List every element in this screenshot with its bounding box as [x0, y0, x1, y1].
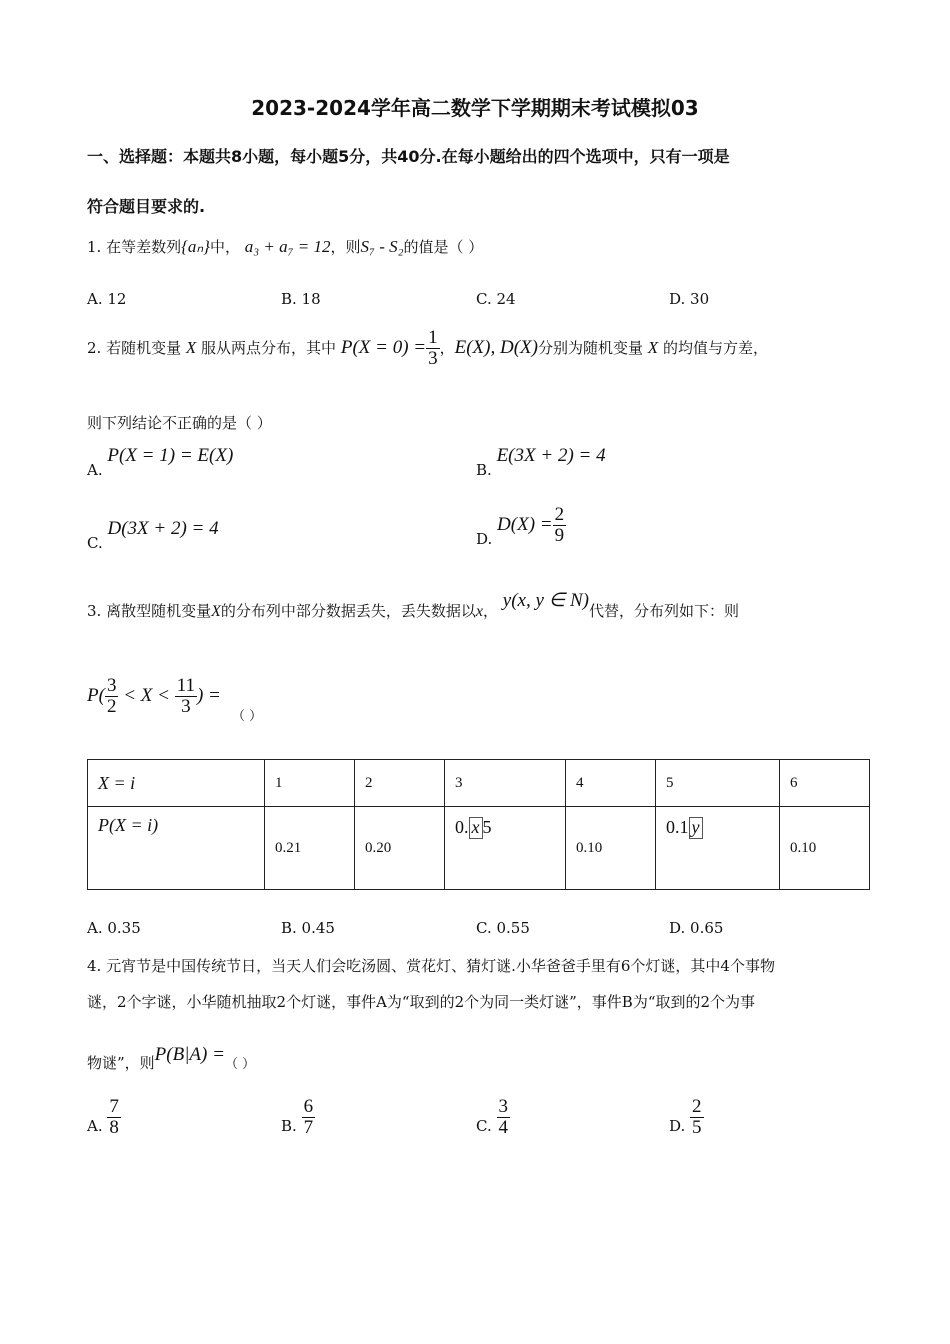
table-header-p: P(X = i): [88, 807, 265, 890]
q2-option-b-expr: E(3X + 2) = 4: [496, 445, 606, 466]
table-cell-missing-y: [656, 807, 780, 890]
q2-variable-x2: X: [647, 337, 659, 357]
q3-prob-right: ) =: [196, 684, 221, 706]
missing-x-box: x: [469, 817, 483, 839]
q3-prefix: 3. 离散型随机变量: [87, 602, 212, 620]
q2-option-a-expr: P(X = 1) = E(X): [107, 445, 234, 466]
q4-option-c: [476, 1097, 510, 1138]
q1-then: ，则: [330, 238, 361, 256]
q4-option-b-label: B.: [281, 1117, 297, 1136]
q3-suffix: 代替，分布列如下：则: [588, 602, 739, 620]
table-cell-missing-x: [445, 807, 566, 890]
q2-option-d: [476, 505, 566, 546]
q3-variable-x: X: [211, 603, 221, 620]
q2-condition: [340, 327, 440, 369]
table-cell: 0.10: [566, 807, 656, 890]
q4-probability: P(B|A) =: [154, 1044, 225, 1065]
table-cell: 6: [780, 760, 870, 807]
q2-variable-x: X: [185, 337, 197, 357]
table-row-x: [88, 760, 870, 807]
q3-option-b: B. 0.45: [281, 919, 335, 937]
q2-frac-den: 3: [428, 347, 438, 369]
q2-option-a: [87, 445, 234, 479]
q4-paren: （ ）: [224, 1057, 256, 1072]
q4-option-d-label: D.: [669, 1117, 686, 1136]
q3-paren: （ ）: [232, 709, 263, 724]
q1-option-a: A. 12: [87, 290, 127, 308]
q3-probability: [87, 676, 221, 717]
q1-option-b: B. 18: [281, 290, 321, 308]
q2-mid: 服从两点分布，其中: [201, 338, 337, 357]
q4-option-a: [87, 1097, 121, 1138]
q3-comma: ，: [483, 602, 499, 620]
q2-option-d-den: 9: [554, 524, 565, 546]
q1-mid: 中，: [209, 238, 240, 256]
table-header-x: X = i: [88, 760, 265, 807]
q3-x: x: [475, 603, 483, 620]
q3-prob-left: P(: [87, 684, 105, 706]
q3-mid: 的分布列中部分数据丢失，丢失数据以: [220, 602, 476, 620]
q4-option-b-den: 7: [303, 1116, 314, 1138]
distribution-table: [87, 759, 870, 890]
q3-inequality: < X <: [118, 684, 175, 706]
page-title: 2023-2024学年高二数学下学期期末考试模拟03: [251, 96, 699, 120]
q2-option-d-num: 2: [554, 504, 565, 525]
q2-option-c: [87, 518, 219, 552]
q4-option-c-den: 4: [498, 1116, 508, 1138]
q1-suffix: 的值是（ ）: [403, 238, 484, 256]
cell3-pre: 0.: [455, 817, 469, 837]
q2-option-d-left: D(X) =: [497, 513, 553, 535]
q3-y-expr: y(x, y ∈ N): [502, 590, 589, 611]
q4-option-c-num: 3: [498, 1096, 508, 1117]
table-cell: 1: [265, 760, 355, 807]
table-cell: 0.20: [355, 807, 445, 890]
q2-prefix: 2. 若随机变量: [87, 338, 182, 357]
q2-comma: ，: [439, 338, 455, 357]
q2-option-b: [476, 445, 606, 479]
table-cell: 0.21: [265, 807, 355, 890]
q2-line2: 则下列结论不正确的是（ ）: [87, 414, 272, 432]
table-cell: 3: [445, 760, 566, 807]
q2-option-d-expr: [497, 504, 566, 546]
table-cell: 0.10: [780, 807, 870, 890]
table-row-p: [88, 807, 870, 890]
q2-ed: E(X), D(X): [454, 336, 538, 358]
q4-option-d: [669, 1097, 704, 1138]
q4-option-b: [281, 1097, 315, 1138]
q1-sequence: {aₙ}: [181, 237, 210, 256]
table-cell: 4: [566, 760, 656, 807]
q4-option-d-num: 2: [692, 1096, 702, 1117]
q4-option-c-label: C.: [476, 1117, 492, 1136]
q1-condition: a₃ + a₇ = 12: [244, 237, 331, 256]
q2-option-c-label: C.: [87, 534, 103, 552]
q3-option-c: C. 0.55: [476, 919, 530, 937]
q3-option-a: A. 0.35: [87, 919, 141, 937]
q1-prefix: 1. 在等差数列: [87, 238, 182, 256]
table-cell: 2: [355, 760, 445, 807]
q2-after: 分别为随机变量: [537, 338, 643, 357]
table-cell: 5: [656, 760, 780, 807]
q1-option-c: C. 24: [476, 290, 516, 308]
q4-option-a-den: 8: [109, 1116, 119, 1138]
q2-option-a-label: A.: [87, 461, 103, 479]
q2-option-c-expr: D(3X + 2) = 4: [107, 518, 219, 539]
q2-option-b-label: B.: [476, 461, 492, 479]
q3-frac2-den: 3: [175, 696, 197, 717]
q2-option-d-label: D.: [476, 529, 493, 548]
question-3-stem: [87, 590, 739, 627]
q3-frac1-den: 2: [106, 695, 117, 717]
cell5-pre: 0.1: [666, 817, 689, 837]
q4-option-a-num: 7: [109, 1096, 119, 1117]
section-header-line1: 一、选择题：本题共8小题，每小题5分，共40分.在每小题给出的四个选项中，只有一项是: [87, 147, 730, 166]
missing-y-box: y: [689, 817, 703, 839]
q2-frac-num: 1: [428, 327, 438, 348]
q3-frac1-num: 3: [106, 675, 117, 696]
q4-option-b-num: 6: [303, 1096, 314, 1117]
q4-option-a-label: A.: [87, 1117, 103, 1136]
q3-option-d: D. 0.65: [669, 919, 724, 937]
section-header-line2: 符合题目要求的.: [87, 197, 206, 216]
q2-condition-left: P(X = 0) =: [340, 336, 427, 358]
q3-frac2-num: 11: [176, 675, 195, 696]
question-2-stem: [87, 328, 768, 369]
q4-line3-prefix: 物谜”，则: [87, 1054, 155, 1072]
cell3-post: 5: [482, 817, 492, 837]
q4-line1: 4. 元宵节是中国传统节日，当天人们会吃汤圆、赏花灯、猜灯谜.小华爸爸手里有6个灯谜，其中4个事物: [87, 957, 775, 975]
q2-end: 的均值与方差，: [662, 338, 768, 357]
q4-line2: 谜，2个字谜，小华随机抽取2个灯谜，事件A为“取到的2个为同一类灯谜”，事件B为“取到的2个为事: [87, 993, 756, 1011]
q4-option-d-den: 5: [692, 1116, 702, 1138]
q4-line3: [87, 1040, 255, 1072]
question-1-stem: [87, 236, 483, 257]
q1-option-d: D. 30: [669, 290, 710, 308]
q1-expression: S₇ - S₂: [360, 237, 404, 256]
